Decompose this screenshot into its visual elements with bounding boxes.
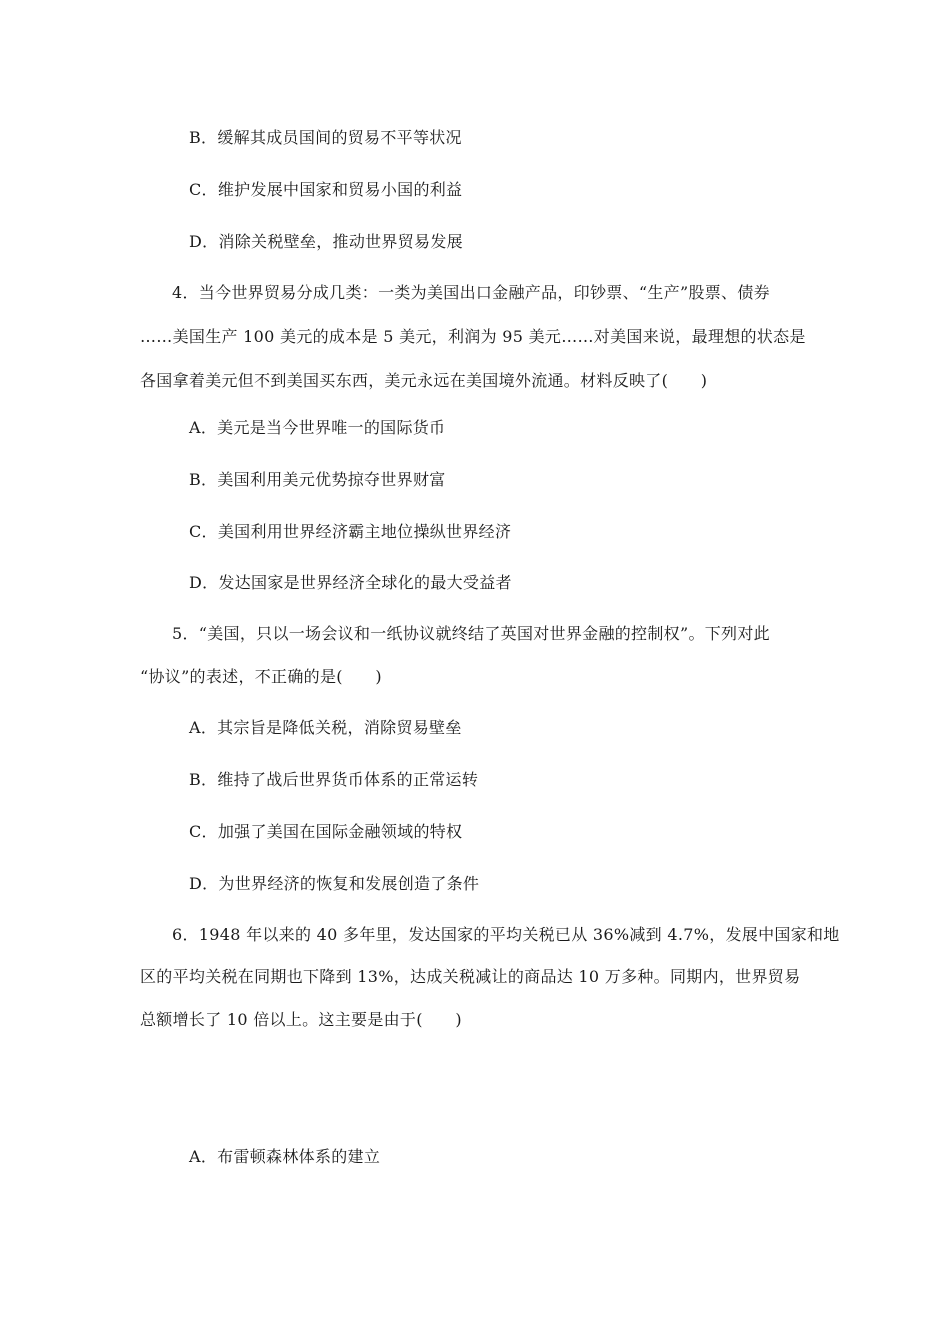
q6-option-a: A．布雷顿森林体系的建立 xyxy=(189,1147,381,1166)
q5-stem-line-1: 5．“美国，只以一场会议和一纸协议就终结了英国对世界金融的控制权”。下列对此 xyxy=(172,624,770,643)
q3-option-d: D．消除关税壁垒，推动世界贸易发展 xyxy=(189,232,463,251)
q5-option-b: B．维持了战后世界货币体系的正常运转 xyxy=(189,770,479,789)
q5-option-c: C．加强了美国在国际金融领域的特权 xyxy=(189,822,463,841)
q4-option-c: C．美国利用世界经济霸主地位操纵世界经济 xyxy=(189,522,512,541)
q4-option-d: D．发达国家是世界经济全球化的最大受益者 xyxy=(189,573,512,592)
q6-stem-line-2: 区的平均关税在同期也下降到 13%，达成关税减让的商品达 10 万多种。同期内，世界贸易 xyxy=(140,967,801,986)
q5-option-d: D．为世界经济的恢复和发展创造了条件 xyxy=(189,874,480,893)
q3-option-b: B．缓解其成员国间的贸易不平等状况 xyxy=(189,128,462,147)
q4-stem-line-1: 4．当今世界贸易分成几类：一类为美国出口金融产品，印钞票、“生产”股票、债券 xyxy=(172,283,770,302)
q5-stem-line-2: “协议”的表述，不正确的是( ) xyxy=(140,667,382,686)
q4-stem-line-3: 各国拿着美元但不到美国买东西，美元永远在美国境外流通。材料反映了( ) xyxy=(140,371,708,390)
q4-option-b: B．美国利用美元优势掠夺世界财富 xyxy=(189,470,446,489)
q3-option-c: C．维护发展中国家和贸易小国的利益 xyxy=(189,180,463,199)
q4-stem-line-2: ……美国生产 100 美元的成本是 5 美元，利润为 95 美元……对美国来说，最理想的状态是 xyxy=(140,327,806,346)
q4-option-a: A．美元是当今世界唯一的国际货币 xyxy=(189,418,446,437)
q6-stem-line-3: 总额增长了 10 倍以上。这主要是由于( ) xyxy=(140,1010,462,1029)
q5-option-a: A．其宗旨是降低关税，消除贸易壁垒 xyxy=(189,718,462,737)
q6-stem-line-1: 6．1948 年以来的 40 多年里，发达国家的平均关税已从 36%减到 4.7%，发展中国家和地 xyxy=(172,925,840,944)
